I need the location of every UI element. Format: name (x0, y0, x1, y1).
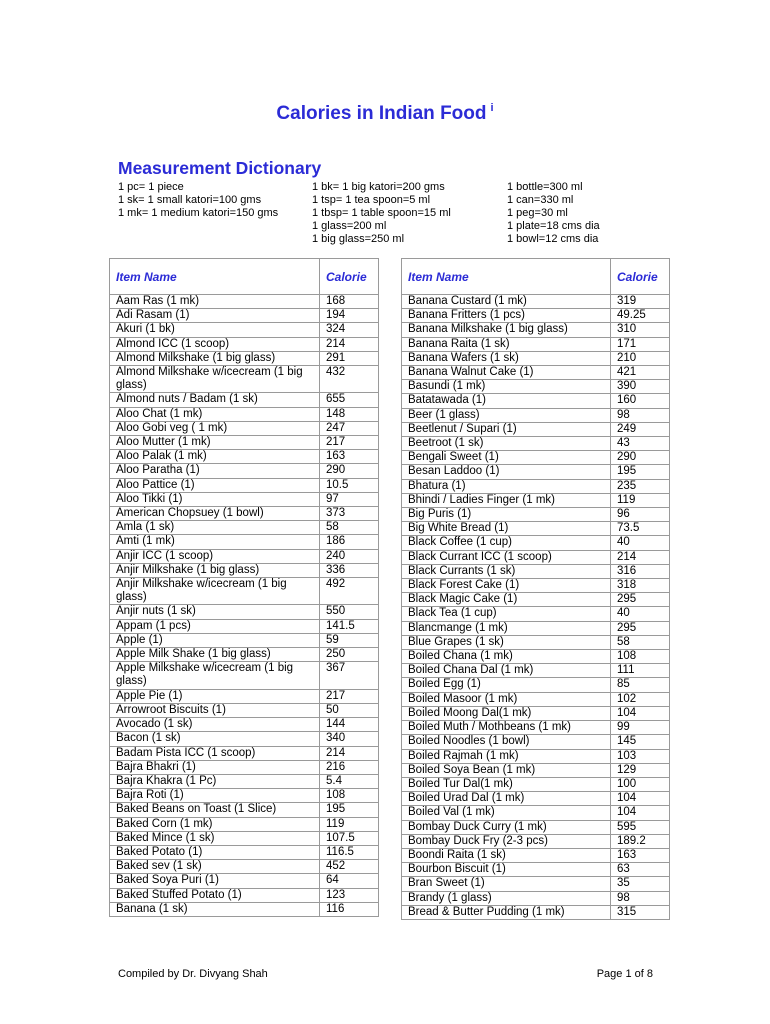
calorie-cell: 107.5 (320, 831, 379, 845)
calorie-cell: 216 (320, 760, 379, 774)
item-name-cell: Boiled Rajmah (1 mk) (402, 749, 611, 763)
table-row (110, 831, 379, 845)
table-row (402, 522, 670, 536)
table-row (110, 718, 379, 732)
calorie-cell: 189.2 (611, 834, 670, 848)
table-row (402, 437, 670, 451)
table-row (110, 295, 379, 309)
calorie-cell: 96 (611, 508, 670, 522)
calorie-cell: 73.5 (611, 522, 670, 536)
calorie-cell: 40 (611, 607, 670, 621)
calorie-cell: 49.25 (611, 309, 670, 323)
calorie-cell: 116.5 (320, 845, 379, 859)
table-row (110, 436, 379, 450)
table-row (110, 393, 379, 407)
calorie-cell: 318 (611, 579, 670, 593)
calorie-cell: 390 (611, 380, 670, 394)
table-row (110, 578, 379, 605)
item-name-cell: Bombay Duck Curry (1 mk) (402, 820, 611, 834)
table-header-row (402, 259, 670, 295)
calorie-cell: 247 (320, 421, 379, 435)
table-row (110, 549, 379, 563)
header-item-name: Item Name (402, 259, 611, 295)
calorie-cell: 59 (320, 633, 379, 647)
table-row (402, 493, 670, 507)
calorie-cell: 249 (611, 422, 670, 436)
item-name-cell: Aloo Chat (1 mk) (110, 407, 320, 421)
item-name-cell: Boiled Soya Bean (1 mk) (402, 763, 611, 777)
item-name-cell: Boiled Moong Dal(1 mk) (402, 706, 611, 720)
calorie-cell: 210 (611, 351, 670, 365)
table-row (402, 479, 670, 493)
table-row (110, 407, 379, 421)
calorie-cell: 40 (611, 536, 670, 550)
item-name-cell: Black Forest Cake (1) (402, 579, 611, 593)
calorie-cell: 655 (320, 393, 379, 407)
footer-page-number: Page 1 of 8 (596, 968, 653, 980)
calorie-cell: 108 (611, 650, 670, 664)
calorie-cell: 336 (320, 563, 379, 577)
calorie-cell: 194 (320, 309, 379, 323)
table-row (110, 774, 379, 788)
calorie-cell: 550 (320, 605, 379, 619)
table-row (402, 536, 670, 550)
calorie-cell: 64 (320, 874, 379, 888)
item-name-cell: Aloo Paratha (1) (110, 464, 320, 478)
calorie-cell: 595 (611, 820, 670, 834)
table-row (402, 905, 670, 919)
table-row (110, 888, 379, 902)
item-name-cell: Boiled Noodles (1 bowl) (402, 735, 611, 749)
table-row (402, 877, 670, 891)
calorie-cell: 35 (611, 877, 670, 891)
calorie-cell: 214 (320, 337, 379, 351)
calorie-cell: 432 (320, 366, 379, 393)
table-row (402, 678, 670, 692)
item-name-cell: Aloo Tikki (1) (110, 492, 320, 506)
dictionary-entry: 1 glass=200 ml (312, 220, 387, 232)
table-row (110, 662, 379, 689)
item-name-cell: Badam Pista ICC (1 scoop) (110, 746, 320, 760)
calorie-cell: 85 (611, 678, 670, 692)
item-name-cell: Boiled Masoor (1 mk) (402, 692, 611, 706)
calorie-cell: 63 (611, 863, 670, 877)
item-name-cell: Blancmange (1 mk) (402, 621, 611, 635)
calorie-cell: 290 (320, 464, 379, 478)
calorie-cell: 186 (320, 535, 379, 549)
calorie-cell: 214 (611, 550, 670, 564)
item-name-cell: Baked Stuffed Potato (1) (110, 888, 320, 902)
table-row (402, 763, 670, 777)
item-name-cell: Aloo Palak (1 mk) (110, 450, 320, 464)
calorie-cell: 144 (320, 718, 379, 732)
item-name-cell: Banana Fritters (1 pcs) (402, 309, 611, 323)
calorie-cell: 108 (320, 789, 379, 803)
table-row (402, 806, 670, 820)
item-name-cell: Aloo Pattice (1) (110, 478, 320, 492)
calorie-cell: 99 (611, 721, 670, 735)
table-row (402, 422, 670, 436)
footer-compiler: Compiled by Dr. Divyang Shah (118, 968, 268, 980)
item-name-cell: Baked Corn (1 mk) (110, 817, 320, 831)
calorie-cell: 452 (320, 860, 379, 874)
item-name-cell: Anjir ICC (1 scoop) (110, 549, 320, 563)
item-name-cell: Black Tea (1 cup) (402, 607, 611, 621)
table-row (402, 394, 670, 408)
food-table-right (401, 258, 670, 920)
item-name-cell: Boondi Raita (1 sk) (402, 848, 611, 862)
item-name-cell: Almond nuts / Badam (1 sk) (110, 393, 320, 407)
calorie-cell: 310 (611, 323, 670, 337)
table-row (402, 891, 670, 905)
item-name-cell: Banana Wafers (1 sk) (402, 351, 611, 365)
table-row (110, 789, 379, 803)
item-name-cell: Bread & Butter Pudding (1 mk) (402, 905, 611, 919)
dictionary-entry: 1 mk= 1 medium katori=150 gms (118, 207, 279, 219)
calorie-cell: 235 (611, 479, 670, 493)
calorie-cell: 160 (611, 394, 670, 408)
section-heading: Measurement Dictionary (118, 158, 322, 178)
table-row (402, 380, 670, 394)
item-name-cell: Banana Milkshake (1 big glass) (402, 323, 611, 337)
calorie-cell: 145 (611, 735, 670, 749)
table-row (110, 507, 379, 521)
item-name-cell: Boiled Chana (1 mk) (402, 650, 611, 664)
item-name-cell: Baked sev (1 sk) (110, 860, 320, 874)
calorie-cell: 319 (611, 295, 670, 309)
item-name-cell: Akuri (1 bk) (110, 323, 320, 337)
table-row (402, 749, 670, 763)
item-name-cell: Banana (1 sk) (110, 902, 320, 916)
calorie-cell: 5.4 (320, 774, 379, 788)
item-name-cell: Beetroot (1 sk) (402, 437, 611, 451)
table-row (110, 689, 379, 703)
calorie-cell: 163 (611, 848, 670, 862)
item-name-cell: Banana Custard (1 mk) (402, 295, 611, 309)
table-row (110, 619, 379, 633)
table-row (110, 464, 379, 478)
table-row (110, 323, 379, 337)
table-row (402, 863, 670, 877)
dictionary-entry: 1 plate=18 cms dia (507, 220, 600, 232)
table-row (402, 337, 670, 351)
table-row (402, 295, 670, 309)
item-name-cell: Baked Potato (1) (110, 845, 320, 859)
item-name-cell: Amla (1 sk) (110, 521, 320, 535)
item-name-cell: Adi Rasam (1) (110, 309, 320, 323)
table-row (402, 834, 670, 848)
table-row (402, 848, 670, 862)
table-row (110, 874, 379, 888)
item-name-cell: Besan Laddoo (1) (402, 465, 611, 479)
calorie-cell: 367 (320, 662, 379, 689)
table-row (402, 351, 670, 365)
calorie-cell: 97 (320, 492, 379, 506)
item-name-cell: Anjir Milkshake w/icecream (1 big glass) (110, 578, 320, 605)
page-title (0, 102, 770, 125)
table-row (110, 732, 379, 746)
table-row (402, 706, 670, 720)
calorie-cell: 290 (611, 451, 670, 465)
header-item-name: Item Name (110, 259, 320, 295)
table-row (402, 593, 670, 607)
calorie-cell: 119 (320, 817, 379, 831)
calorie-cell: 195 (320, 803, 379, 817)
table-row (402, 309, 670, 323)
dictionary-column-2 (312, 181, 492, 246)
dictionary-entry: 1 bottle=300 ml (507, 181, 583, 193)
item-name-cell: Big White Bread (1) (402, 522, 611, 536)
item-name-cell: Arrowroot Biscuits (1) (110, 703, 320, 717)
calorie-cell: 129 (611, 763, 670, 777)
calorie-cell: 250 (320, 648, 379, 662)
item-name-cell: Bran Sweet (1) (402, 877, 611, 891)
item-name-cell: Beetlenut / Supari (1) (402, 422, 611, 436)
calorie-cell: 58 (611, 635, 670, 649)
calorie-cell: 295 (611, 593, 670, 607)
table-row (110, 817, 379, 831)
calorie-cell: 141.5 (320, 619, 379, 633)
calorie-cell: 240 (320, 549, 379, 563)
table-row (110, 902, 379, 916)
item-name-cell: Boiled Tur Dal(1 mk) (402, 777, 611, 791)
title-footnote-marker: i (490, 102, 494, 114)
item-name-cell: American Chopsuey (1 bowl) (110, 507, 320, 521)
table-row (402, 607, 670, 621)
item-name-cell: Appam (1 pcs) (110, 619, 320, 633)
item-name-cell: Aloo Mutter (1 mk) (110, 436, 320, 450)
item-name-cell: Bourbon Biscuit (1) (402, 863, 611, 877)
calorie-cell: 50 (320, 703, 379, 717)
item-name-cell: Bajra Bhakri (1) (110, 760, 320, 774)
item-name-cell: Boiled Muth / Mothbeans (1 mk) (402, 721, 611, 735)
item-name-cell: Amti (1 mk) (110, 535, 320, 549)
item-name-cell: Beer (1 glass) (402, 408, 611, 422)
calorie-cell: 324 (320, 323, 379, 337)
calorie-cell: 103 (611, 749, 670, 763)
calorie-cell: 111 (611, 664, 670, 678)
item-name-cell: Black Magic Cake (1) (402, 593, 611, 607)
table-header-row (110, 259, 379, 295)
calorie-cell: 116 (320, 902, 379, 916)
calorie-cell: 104 (611, 806, 670, 820)
dictionary-entry: 1 pc= 1 piece (118, 181, 184, 193)
dictionary-entry: 1 sk= 1 small katori=100 gms (118, 194, 262, 206)
item-name-cell: Banana Walnut Cake (1) (402, 366, 611, 380)
calorie-cell: 316 (611, 564, 670, 578)
table-row (402, 635, 670, 649)
table-row (402, 721, 670, 735)
item-name-cell: Avocado (1 sk) (110, 718, 320, 732)
item-name-cell: Boiled Chana Dal (1 mk) (402, 664, 611, 678)
table-row (110, 478, 379, 492)
table-row (402, 550, 670, 564)
table-row (110, 605, 379, 619)
dictionary-entry: 1 bowl=12 cms dia (507, 233, 599, 245)
dictionary-entry: 1 bk= 1 big katori=200 gms (312, 181, 445, 193)
table-row (110, 845, 379, 859)
item-name-cell: Boiled Egg (1) (402, 678, 611, 692)
dictionary-entry: 1 tbsp= 1 table spoon=15 ml (312, 207, 451, 219)
calorie-cell: 295 (611, 621, 670, 635)
table-row (110, 450, 379, 464)
item-name-cell: Baked Soya Puri (1) (110, 874, 320, 888)
calorie-cell: 214 (320, 746, 379, 760)
table-row (110, 746, 379, 760)
calorie-cell: 104 (611, 792, 670, 806)
dictionary-entry: 1 big glass=250 ml (312, 233, 405, 245)
table-row (402, 508, 670, 522)
table-row (110, 703, 379, 717)
item-name-cell: Anjir nuts (1 sk) (110, 605, 320, 619)
item-name-cell: Bengali Sweet (1) (402, 451, 611, 465)
calorie-cell: 58 (320, 521, 379, 535)
table-row (402, 621, 670, 635)
item-name-cell: Baked Mince (1 sk) (110, 831, 320, 845)
table-row (110, 648, 379, 662)
item-name-cell: Almond Milkshake w/icecream (1 big glass) (110, 366, 320, 393)
table-row (110, 803, 379, 817)
table-row (402, 692, 670, 706)
table-row (110, 309, 379, 323)
item-name-cell: Bajra Roti (1) (110, 789, 320, 803)
calorie-cell: 148 (320, 407, 379, 421)
calorie-cell: 102 (611, 692, 670, 706)
table-row (402, 451, 670, 465)
item-name-cell: Black Coffee (1 cup) (402, 536, 611, 550)
table-row (110, 351, 379, 365)
table-row (110, 366, 379, 393)
calorie-cell: 104 (611, 706, 670, 720)
item-name-cell: Almond ICC (1 scoop) (110, 337, 320, 351)
item-name-cell: Bhindi / Ladies Finger (1 mk) (402, 493, 611, 507)
item-name-cell: Boiled Val (1 mk) (402, 806, 611, 820)
item-name-cell: Black Currant ICC (1 scoop) (402, 550, 611, 564)
table-row (402, 408, 670, 422)
calorie-cell: 195 (611, 465, 670, 479)
title-text: Calories in Indian Food (276, 103, 487, 124)
table-row (402, 579, 670, 593)
dictionary-entry: 1 peg=30 ml (507, 207, 568, 219)
table-row (402, 650, 670, 664)
dictionary-entry: 1 tsp= 1 tea spoon=5 ml (312, 194, 431, 206)
table-row (402, 465, 670, 479)
item-name-cell: Boiled Urad Dal (1 mk) (402, 792, 611, 806)
table-row (402, 664, 670, 678)
header-calorie: Calorie (611, 259, 670, 295)
calorie-cell: 340 (320, 732, 379, 746)
calorie-cell: 10.5 (320, 478, 379, 492)
item-name-cell: Apple Milkshake w/icecream (1 big glass) (110, 662, 320, 689)
calorie-cell: 163 (320, 450, 379, 464)
item-name-cell: Bombay Duck Fry (2-3 pcs) (402, 834, 611, 848)
item-name-cell: Anjir Milkshake (1 big glass) (110, 563, 320, 577)
calorie-cell: 168 (320, 295, 379, 309)
item-name-cell: Bacon (1 sk) (110, 732, 320, 746)
table-row (402, 820, 670, 834)
table-row (110, 337, 379, 351)
calorie-cell: 43 (611, 437, 670, 451)
table-row (402, 792, 670, 806)
item-name-cell: Basundi (1 mk) (402, 380, 611, 394)
table-row (110, 760, 379, 774)
item-name-cell: Bhatura (1) (402, 479, 611, 493)
item-name-cell: Brandy (1 glass) (402, 891, 611, 905)
item-name-cell: Aam Ras (1 mk) (110, 295, 320, 309)
item-name-cell: Aloo Gobi veg ( 1 mk) (110, 421, 320, 435)
item-name-cell: Apple Pie (1) (110, 689, 320, 703)
table-row (110, 535, 379, 549)
table-row (402, 366, 670, 380)
table-row (110, 492, 379, 506)
item-name-cell: Baked Beans on Toast (1 Slice) (110, 803, 320, 817)
calorie-cell: 98 (611, 408, 670, 422)
calorie-cell: 217 (320, 436, 379, 450)
dictionary-column-1 (118, 181, 288, 220)
item-name-cell: Black Currants (1 sk) (402, 564, 611, 578)
item-name-cell: Apple (1) (110, 633, 320, 647)
table-row (110, 633, 379, 647)
calorie-cell: 291 (320, 351, 379, 365)
calorie-cell: 492 (320, 578, 379, 605)
calorie-cell: 98 (611, 891, 670, 905)
calorie-cell: 421 (611, 366, 670, 380)
table-row (110, 563, 379, 577)
table-row (402, 564, 670, 578)
table-row (402, 777, 670, 791)
table-row (110, 860, 379, 874)
table-row (402, 735, 670, 749)
calorie-cell: 119 (611, 493, 670, 507)
item-name-cell: Batatawada (1) (402, 394, 611, 408)
calorie-cell: 100 (611, 777, 670, 791)
table-row (110, 521, 379, 535)
table-row (110, 421, 379, 435)
item-name-cell: Big Puris (1) (402, 508, 611, 522)
calorie-cell: 373 (320, 507, 379, 521)
calorie-cell: 123 (320, 888, 379, 902)
table-row (402, 323, 670, 337)
item-name-cell: Bajra Khakra (1 Pc) (110, 774, 320, 788)
item-name-cell: Banana Raita (1 sk) (402, 337, 611, 351)
calorie-cell: 315 (611, 905, 670, 919)
item-name-cell: Apple Milk Shake (1 big glass) (110, 648, 320, 662)
calorie-cell: 171 (611, 337, 670, 351)
item-name-cell: Blue Grapes (1 sk) (402, 635, 611, 649)
calorie-cell: 217 (320, 689, 379, 703)
item-name-cell: Almond Milkshake (1 big glass) (110, 351, 320, 365)
header-calorie: Calorie (320, 259, 379, 295)
dictionary-column-3 (507, 181, 657, 246)
food-table-left (109, 258, 379, 917)
dictionary-entry: 1 can=330 ml (507, 194, 574, 206)
